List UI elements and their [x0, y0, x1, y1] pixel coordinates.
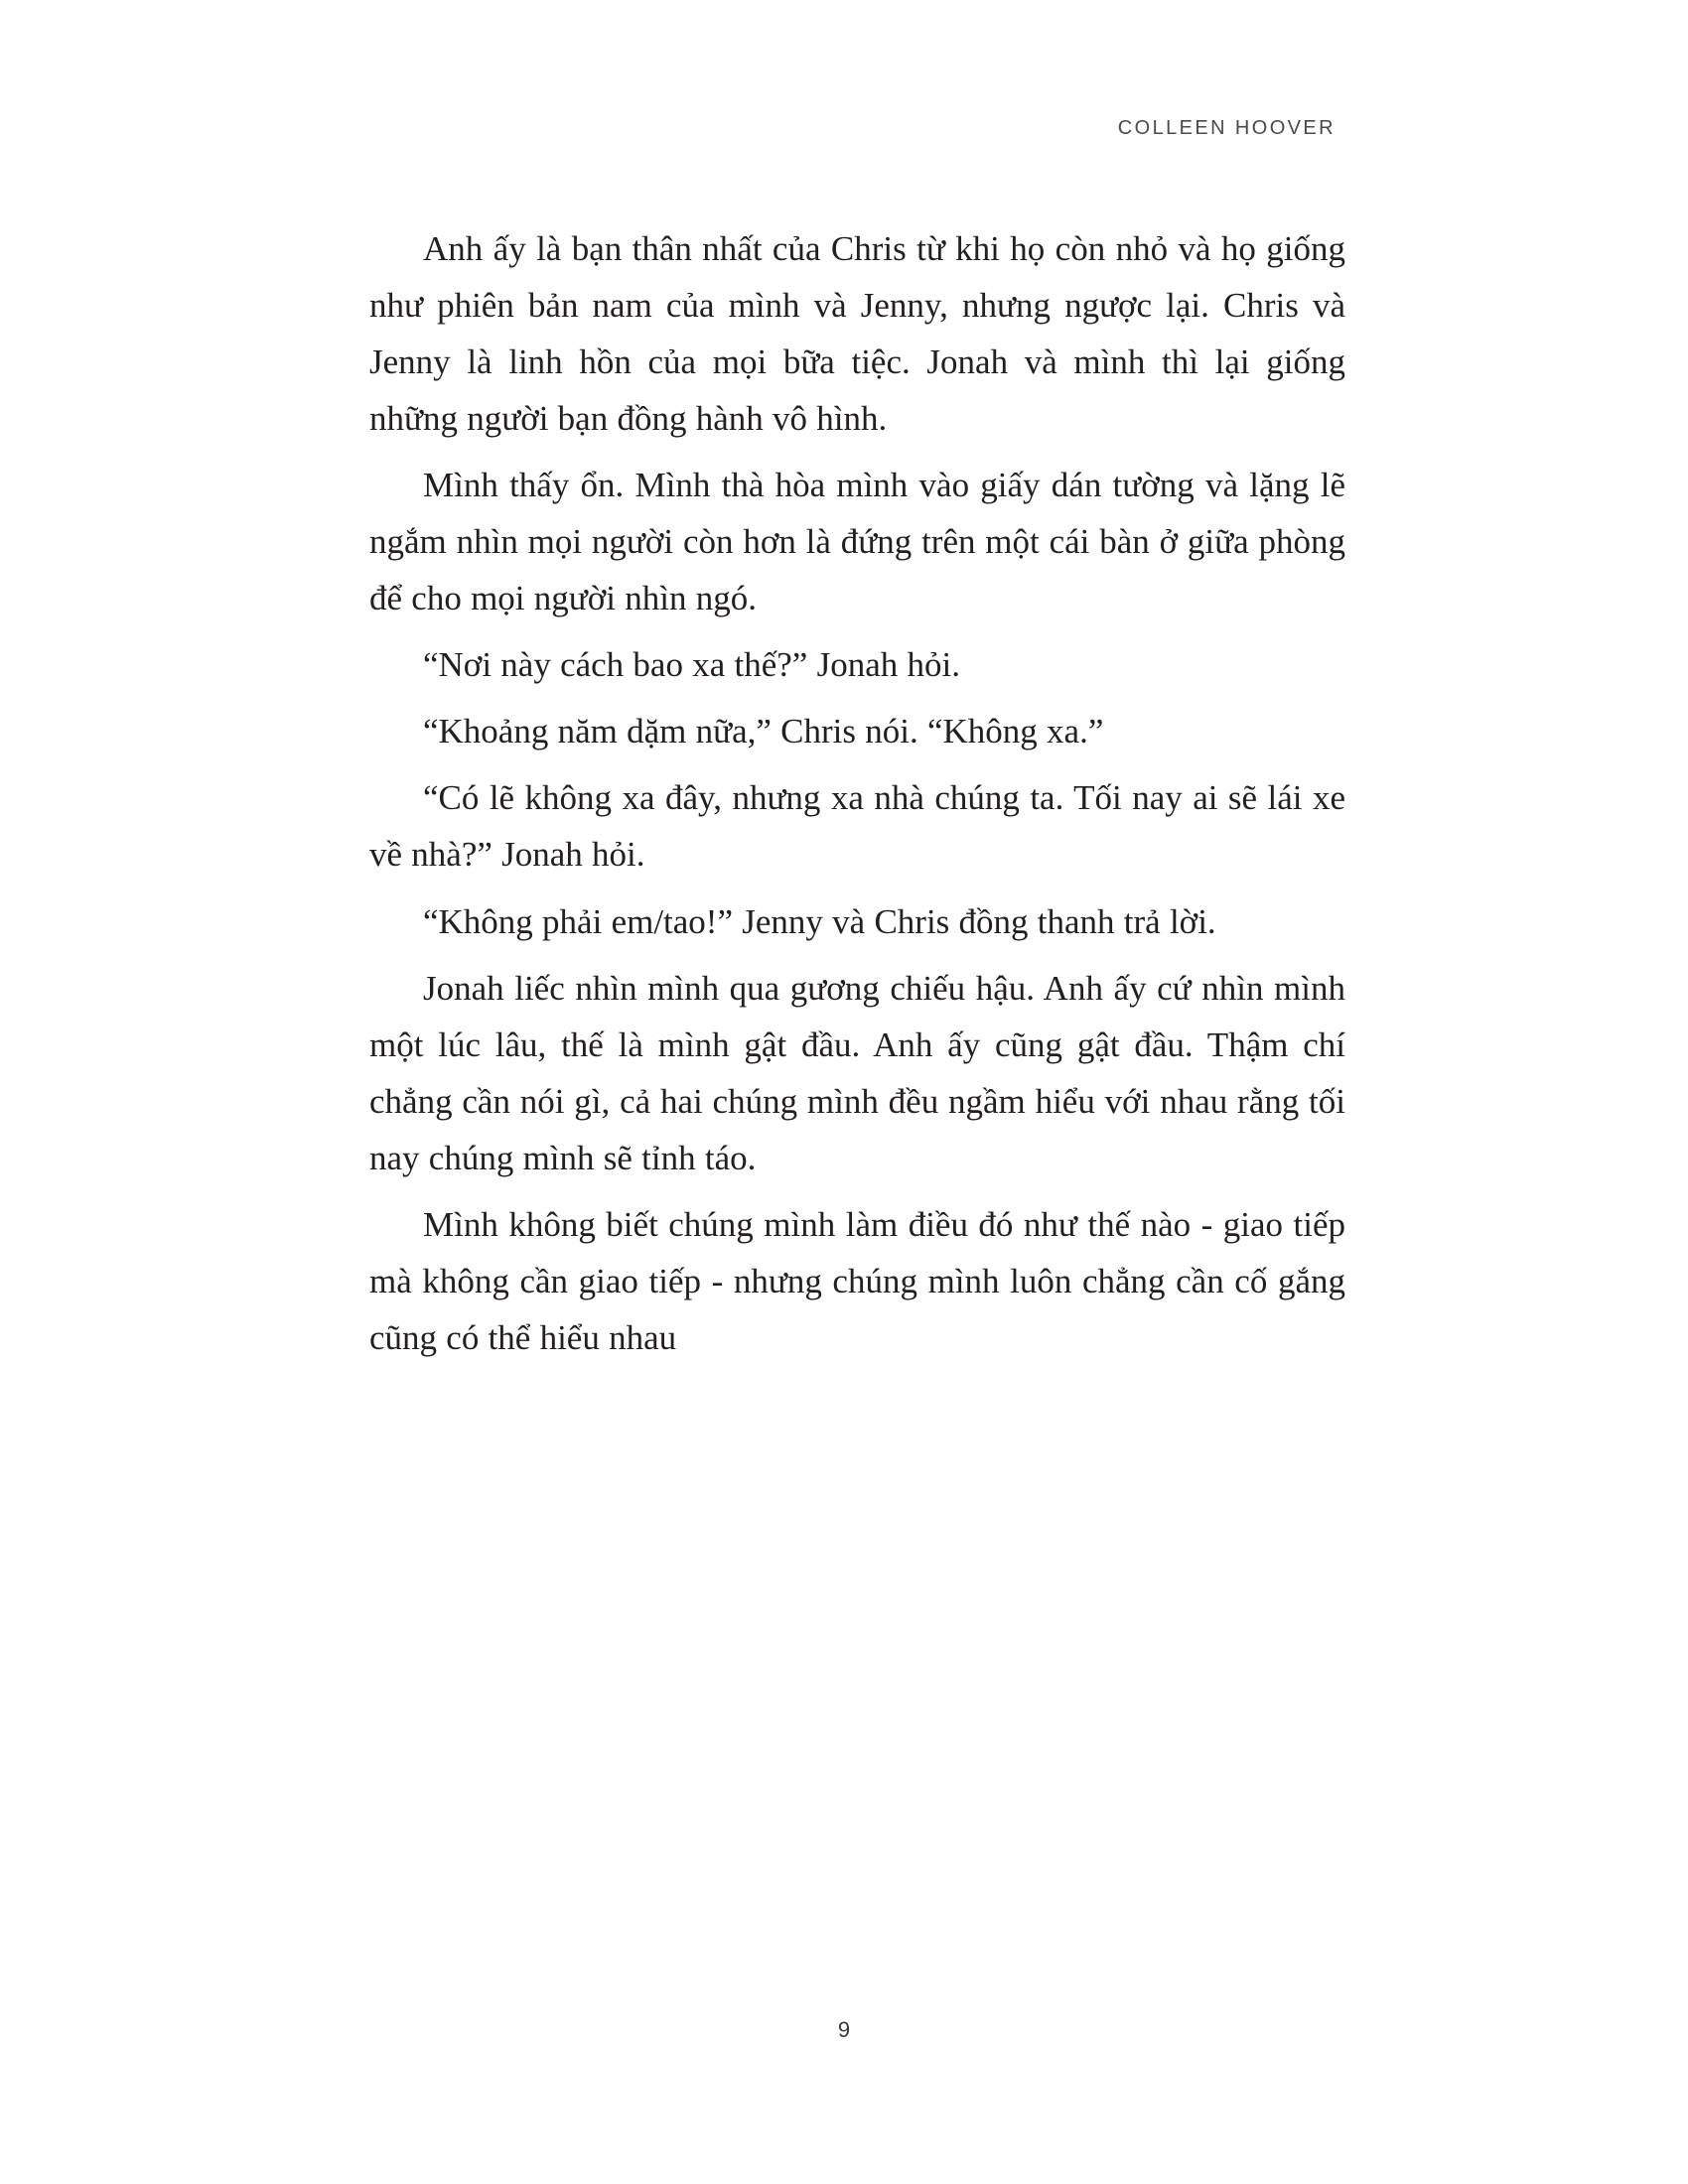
paragraph: Mình không biết chúng mình làm điều đó như thế nào - giao tiếp mà không cần giao tiếp - nhưng chúng mình luôn chẳng cần cố gắng cũng có thể hiểu nhau	[369, 1204, 1345, 1357]
body-text	[369, 220, 1345, 1366]
paragraph: “Nơi này cách bao xa thế?” Jonah hỏi.	[423, 645, 960, 685]
paragraph: “Khoảng năm dặm nữa,” Chris nói. “Không xa.”	[423, 712, 1104, 751]
page-number: 9	[837, 2017, 851, 2042]
paragraph: Jonah liếc nhìn mình qua gương chiếu hậu. Anh ấy cứ nhìn mình một lúc lâu, thế là mình gật đầu. Anh ấy cũng gật đầu. Thậm chí chẳng cần nói gì, cả hai chúng mình đều ngầm hiểu với nhau rằng tối nay chúng mình sẽ tỉnh táo.	[369, 968, 1345, 1177]
paragraph: Anh ấy là bạn thân nhất của Chris từ khi họ còn nhỏ và họ giống như phiên bản nam của mình và Jenny, nhưng ngược lại. Chris và Jenny là linh hồn của mọi bữa tiệc. Jonah và mình thì lại giống những người bạn đồng hành vô hình.	[369, 229, 1345, 439]
running-head-author: COLLEEN HOOVER	[1117, 117, 1336, 139]
paragraph: “Không phải em/tao!” Jenny và Chris đồng thanh trả lời.	[423, 901, 1216, 941]
paragraph: “Có lẽ không xa đây, nhưng xa nhà chúng ta. Tối nay ai sẽ lái xe về nhà?” Jonah hỏi.	[369, 778, 1345, 875]
paragraph: Mình thấy ổn. Mình thà hòa mình vào giấy dán tường và lặng lẽ ngắm nhìn mọi người còn hơn là đứng trên một cái bàn ở giữa phòng để cho mọi người nhìn ngó.	[369, 466, 1345, 618]
